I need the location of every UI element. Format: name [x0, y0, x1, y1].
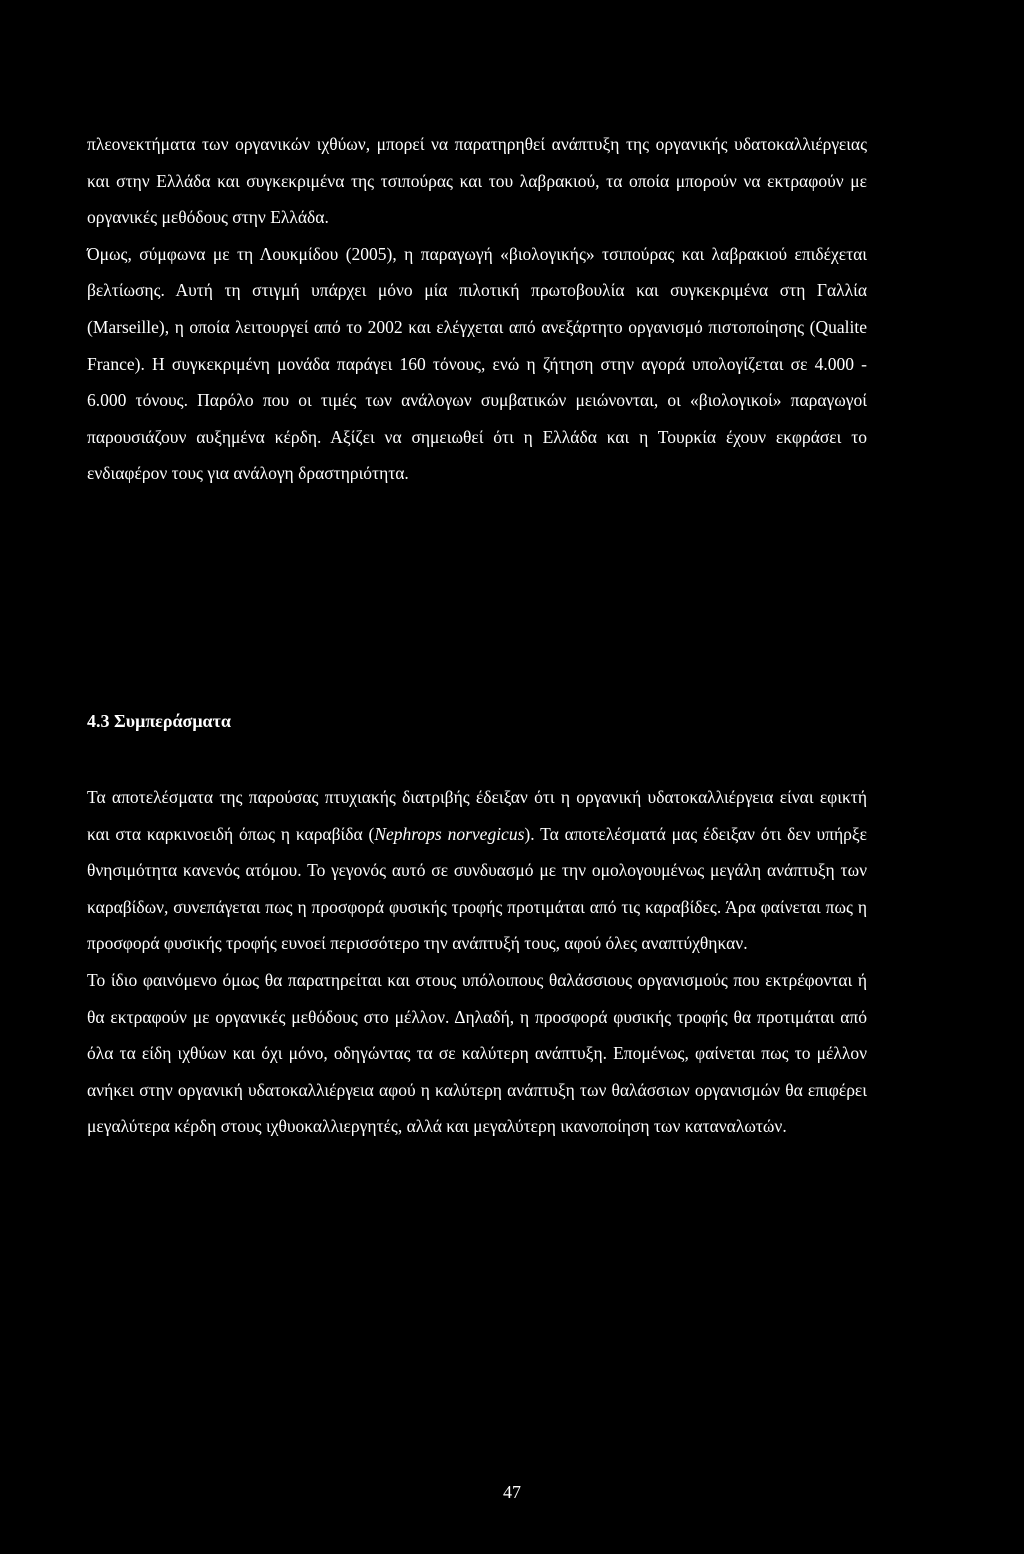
conclusions-text-block [87, 779, 867, 1145]
paragraph-conclusions-results [87, 779, 867, 962]
conclusion-text-end: ). Τα αποτελέσματά μας έδειξαν ότι δεν υπήρξε θνησιμότητα κανενός ατόμου. Το γεγονός αυτό σε συνδυασμό με την ομολογουμένως μεγάλη ανάπτυξη των καραβίδων, συνεπάγεται πως η προσφορά φυσικής τροφής προτιμάται από τις καραβίδες. Άρα φαίνεται πως η προσφορά φυσικής τροφής ευνοεί περισσότερο την ανάπτυξή τους, αφού όλες αναπτύχθηκαν. [87, 823, 867, 954]
paragraph-loukmidou-study: Όμως, σύμφωνα με τη Λουκμίδου (2005), η παραγωγή «βιολογικής» τσιπούρας και λαβρακιού επιδέχεται βελτίωσης. Αυτή τη στιγμή υπάρχει μόνο μία πιλοτική πρωτοβουλία και συγκεκριμένα στη Γαλλία (Marseille), η οποία λειτουργεί από το 2002 και ελέγχεται από ανεξάρτητο οργανισμό πιστοποίησης (Qualite France). Η συγκεκριμένη μονάδα παράγει 160 τόνους, ενώ η ζήτηση στην αγορά υπολογίζεται σε 4.000 - 6.000 τόνους. Παρόλο που οι τιμές των ανάλογων συμβατικών μειώνονται, οι «βιολογικοί» παραγωγοί παρουσιάζουν αυξημένα κέρδη. Αξίζει να σημειωθεί ότι η Ελλάδα και η Τουρκία έχουν εκφράσει το ενδιαφέρον τους για ανάλογη δραστηριότητα. [87, 243, 867, 484]
species-name-italic: Nephrops norvegicus [374, 823, 525, 844]
page-number: 47 [503, 1482, 521, 1502]
section-heading-conclusions: 4.3 Συμπεράσματα [87, 711, 231, 731]
intro-text-block [87, 126, 867, 492]
paragraph-conclusions-future: Το ίδιο φαινόμενο όμως θα παρατηρείται και στους υπόλοιπους θαλάσσιους οργανισμούς που εκτρέφονται ή θα εκτραφούν με οργανικές μεθόδους στο μέλλον. Δηλαδή, η προσφορά φυσικής τροφής θα προτιμάται από όλα τα είδη ιχθύων και όχι μόνο, οδηγώντας τα σε καλύτερη ανάπτυξη. Επομένως, φαίνεται πως το μέλλον ανήκει στην οργανική υδατοκαλλιέργεια αφού η καλύτερη ανάπτυξη των θαλάσσιων οργανισμών θα επιφέρει μεγαλύτερα κέρδη στους ιχθυοκαλλιεργητές, αλλά και μεγαλύτερη ικανοποίηση των καταναλωτών. [87, 969, 867, 1137]
conclusion-text-start: Τα αποτελέσματα της παρούσας πτυχιακής διατριβής έδειξαν ότι η οργανική υδατοκαλλιέργεια είναι εφικτή και στα καρκινοειδή όπως η καραβίδα ( [87, 787, 867, 844]
paragraph-organic-fish-advantages: πλεονεκτήματα των οργανικών ιχθύων, μπορεί να παρατηρηθεί ανάπτυξη της οργανικής υδατοκαλλιέργειας και στην Ελλάδα και συγκεκριμένα της τσιπούρας και του λαβρακιού, τα οποία μπορούν να εκτραφούν με οργανικές μεθόδους στην Ελλάδα. [87, 134, 867, 228]
